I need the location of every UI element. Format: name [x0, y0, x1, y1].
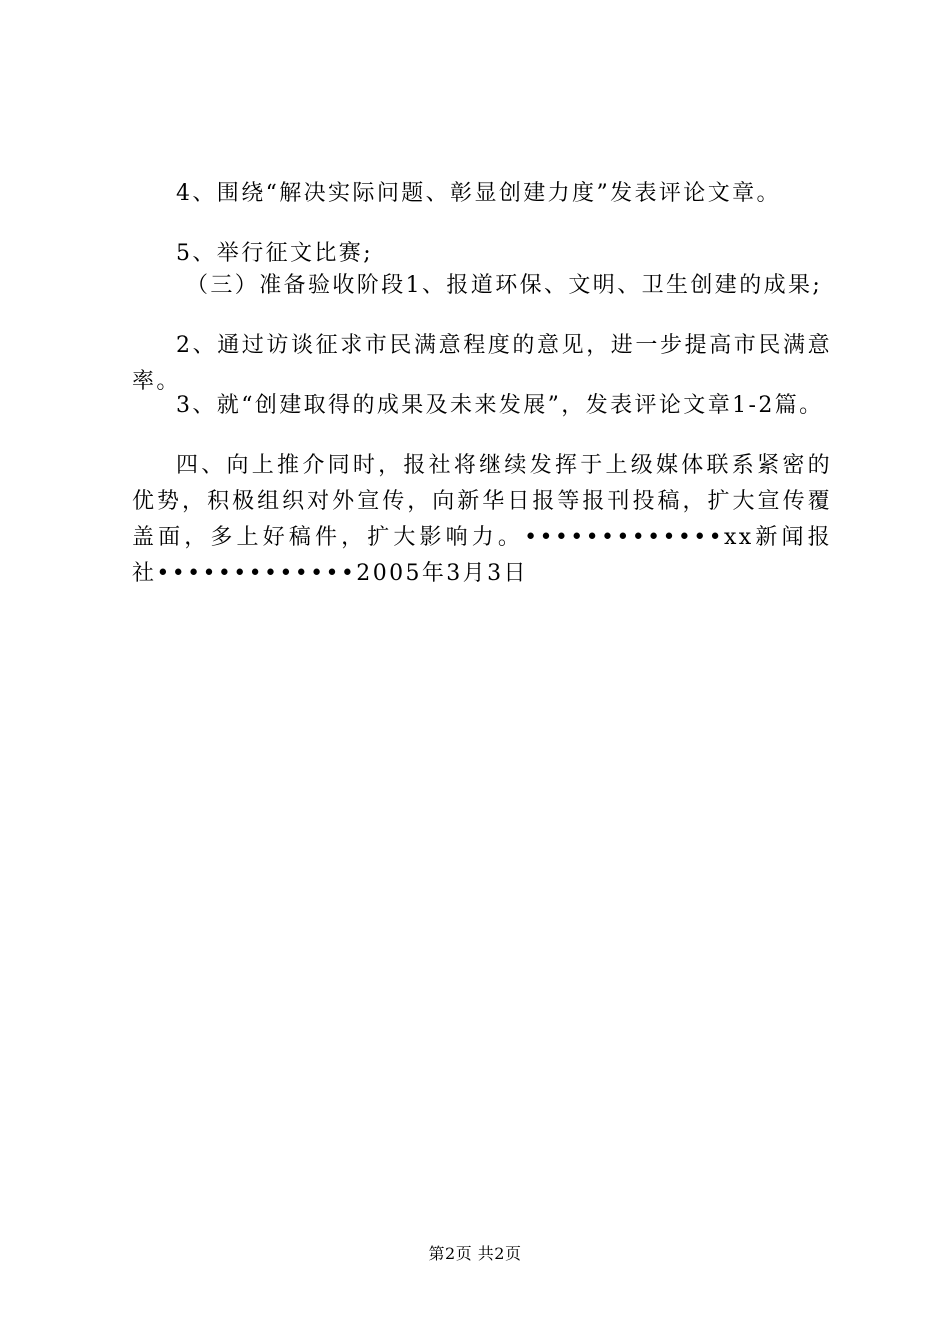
paragraph-item-2: 2、通过访谈征求市民满意程度的意见，进一步提高市民满意率。 — [132, 333, 832, 394]
signature-date-line: 社•••••••••••••2005年3月3日 — [132, 561, 528, 586]
paragraph-item-4: 4、围绕“解决实际问题、彰显创建力度”发表评论文章。 — [176, 181, 781, 206]
paragraph-item-3: 3、就“创建取得的成果及未来发展”，发表评论文章1-2篇。 — [176, 393, 824, 418]
paragraph-item-5: 5、举行征文比赛; — [176, 241, 374, 266]
paragraph-promotion: 四、向上推介同时，报社将继续发挥于上级媒体联系紧密的优势，积极组织对外宣传，向新华日报等报刊投稿，扩大宣传覆盖面，多上好稿件，扩大影响力。•••••••••••••xx新闻报 — [132, 453, 832, 550]
page-number-footer: 第2页 共2页 — [428, 1244, 522, 1263]
paragraph-acceptance-stage: （三）准备验收阶段1、报道环保、文明、卫生创建的成果; — [186, 273, 823, 298]
